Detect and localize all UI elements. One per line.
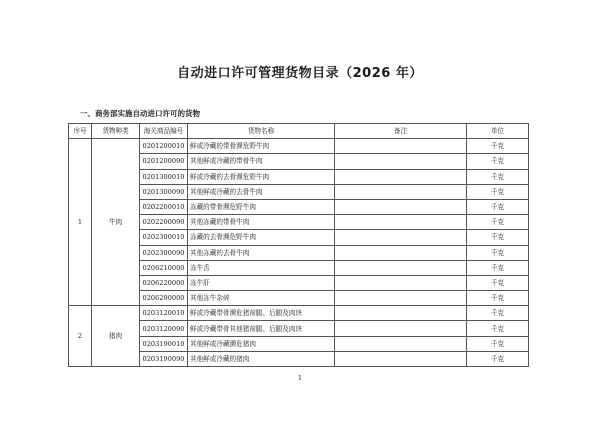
remark-cell bbox=[335, 215, 467, 230]
remark-cell bbox=[335, 275, 467, 290]
remark-cell bbox=[335, 291, 467, 306]
header-index: 序号 bbox=[69, 124, 92, 139]
hs-code-cell: 0203190010 bbox=[140, 336, 188, 351]
unit-cell: 千克 bbox=[467, 184, 529, 199]
table-body bbox=[69, 139, 529, 367]
header-remark: 备注 bbox=[335, 124, 467, 139]
group-category-cell: 猪肉 bbox=[92, 306, 140, 367]
remark-cell bbox=[335, 260, 467, 275]
unit-cell: 千克 bbox=[467, 215, 529, 230]
hs-code-cell: 0201200010 bbox=[140, 139, 188, 154]
goods-name-cell: 其他冻藏的去骨牛肉 bbox=[188, 245, 335, 260]
unit-cell: 千克 bbox=[467, 169, 529, 184]
goods-name-cell: 冻牛肝 bbox=[188, 275, 335, 290]
remark-cell bbox=[335, 230, 467, 245]
hs-code-cell: 0202300090 bbox=[140, 245, 188, 260]
hs-code-cell: 0203120010 bbox=[140, 306, 188, 321]
header-hs-code: 海关商品编号 bbox=[140, 124, 188, 139]
goods-name-cell: 其他鲜或冷藏濒危猪肉 bbox=[188, 336, 335, 351]
unit-cell: 千克 bbox=[467, 154, 529, 169]
header-goods-name: 货物名称 bbox=[188, 124, 335, 139]
hs-code-cell: 0203120090 bbox=[140, 321, 188, 336]
hs-code-cell: 0203190090 bbox=[140, 351, 188, 366]
unit-cell: 千克 bbox=[467, 139, 529, 154]
group-category-cell: 牛肉 bbox=[92, 139, 140, 306]
table-header bbox=[69, 124, 529, 139]
remark-cell bbox=[335, 199, 467, 214]
goods-name-cell: 其他冻牛杂碎 bbox=[188, 291, 335, 306]
hs-code-cell: 0201300090 bbox=[140, 184, 188, 199]
goods-name-cell: 冻藏的去骨濒危野牛肉 bbox=[188, 230, 335, 245]
table-row bbox=[69, 139, 529, 154]
hs-code-cell: 0206210000 bbox=[140, 260, 188, 275]
unit-cell: 千克 bbox=[467, 260, 529, 275]
goods-name-cell: 其他鲜或冷藏的去骨牛肉 bbox=[188, 184, 335, 199]
remark-cell bbox=[335, 336, 467, 351]
unit-cell: 千克 bbox=[467, 199, 529, 214]
unit-cell: 千克 bbox=[467, 321, 529, 336]
remark-cell bbox=[335, 321, 467, 336]
goods-name-cell: 鲜或冷藏带骨濒危猪前腿、后腿及肉块 bbox=[188, 306, 335, 321]
goods-name-cell: 鲜或冷藏的去骨濒危野牛肉 bbox=[188, 169, 335, 184]
hs-code-cell: 0201300010 bbox=[140, 169, 188, 184]
remark-cell bbox=[335, 306, 467, 321]
unit-cell: 千克 bbox=[467, 291, 529, 306]
remark-cell bbox=[335, 245, 467, 260]
unit-cell: 千克 bbox=[467, 230, 529, 245]
document-title: 自动进口许可管理货物目录（2026 年） bbox=[177, 66, 423, 81]
goods-name-cell: 冻藏的带骨濒危野牛肉 bbox=[188, 199, 335, 214]
hs-code-cell: 0202200090 bbox=[140, 215, 188, 230]
header-unit: 单位 bbox=[467, 124, 529, 139]
group-index-cell: 1 bbox=[69, 139, 92, 306]
remark-cell bbox=[335, 139, 467, 154]
goods-name-cell: 其他鲜或冷藏的猪肉 bbox=[188, 351, 335, 366]
table-row bbox=[69, 306, 529, 321]
goods-name-cell: 鲜或冷藏的带骨濒危野牛肉 bbox=[188, 139, 335, 154]
unit-cell: 千克 bbox=[467, 306, 529, 321]
hs-code-cell: 0201200090 bbox=[140, 154, 188, 169]
unit-cell: 千克 bbox=[467, 336, 529, 351]
page-number: 1 bbox=[297, 374, 303, 382]
goods-name-cell: 其他鲜或冷藏的带骨牛肉 bbox=[188, 154, 335, 169]
goods-name-cell: 冻牛舌 bbox=[188, 260, 335, 275]
remark-cell bbox=[335, 154, 467, 169]
goods-name-cell: 其他冻藏的带骨牛肉 bbox=[188, 215, 335, 230]
remark-cell bbox=[335, 169, 467, 184]
goods-catalog-table bbox=[68, 123, 529, 367]
unit-cell: 千克 bbox=[467, 245, 529, 260]
hs-code-cell: 0206220000 bbox=[140, 275, 188, 290]
goods-name-cell: 鲜或冷藏带骨其他猪前腿、后腿及肉块 bbox=[188, 321, 335, 336]
remark-cell bbox=[335, 184, 467, 199]
unit-cell: 千克 bbox=[467, 275, 529, 290]
hs-code-cell: 0206290000 bbox=[140, 291, 188, 306]
header-row bbox=[69, 124, 529, 139]
unit-cell: 千克 bbox=[467, 351, 529, 366]
hs-code-cell: 0202200010 bbox=[140, 199, 188, 214]
remark-cell bbox=[335, 351, 467, 366]
group-index-cell: 2 bbox=[69, 306, 92, 367]
header-category: 货物种类 bbox=[92, 124, 140, 139]
hs-code-cell: 0202300010 bbox=[140, 230, 188, 245]
section-heading: 一、商务部实施自动进口许可的货物 bbox=[80, 109, 200, 118]
